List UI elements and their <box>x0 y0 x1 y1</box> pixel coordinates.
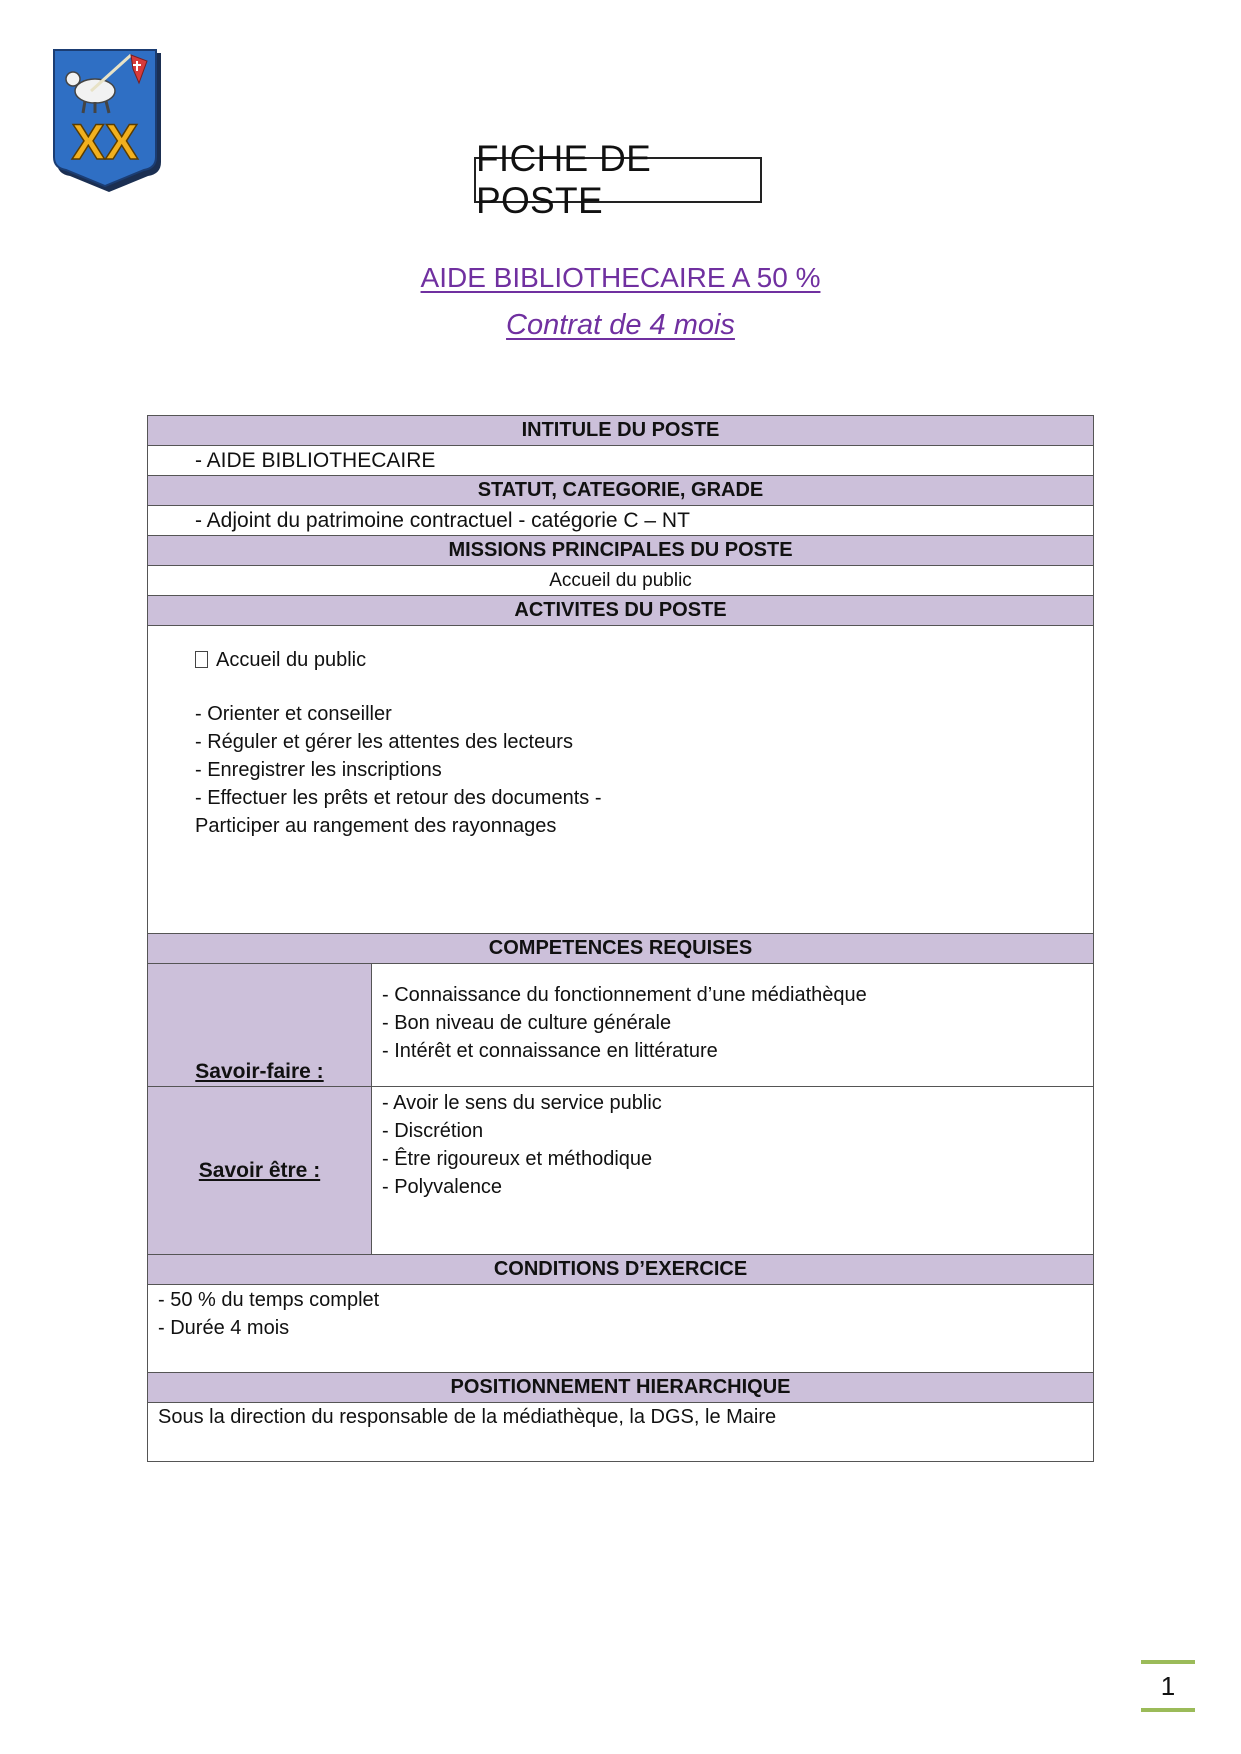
checkbox-bullet-icon <box>195 651 208 668</box>
coat-of-arms-logo <box>51 47 161 193</box>
intitule-header: INTITULE DU POSTE <box>148 416 1094 446</box>
savoir-faire-item: - Connaissance du fonctionnement d’une médiathèque <box>382 984 867 1006</box>
activites-header: ACTIVITES DU POSTE <box>148 596 1094 626</box>
missions-header: MISSIONS PRINCIPALES DU POSTE <box>148 536 1094 566</box>
activities-bullet-label: Accueil du public <box>216 649 367 671</box>
conditions-header: CONDITIONS D’EXERCICE <box>148 1255 1094 1285</box>
savoir-etre-item: - Polyvalence <box>382 1176 503 1198</box>
activities-bullet-item <box>195 646 1093 674</box>
statut-header: STATUT, CATEGORIE, GRADE <box>148 476 1094 506</box>
savoir-etre-list <box>372 1087 1094 1255</box>
savoir-faire-item: - Bon niveau de culture générale <box>382 1012 672 1034</box>
activities-cell <box>148 626 1094 934</box>
savoir-etre-item: - Avoir le sens du service public <box>382 1092 662 1114</box>
page-number <box>1141 1660 1195 1712</box>
intitule-value: - AIDE BIBLIOTHECAIRE <box>148 446 1094 476</box>
page-number-bottom-rule <box>1141 1708 1195 1712</box>
conditions-list <box>148 1285 1094 1373</box>
competences-header: COMPETENCES REQUISES <box>148 934 1094 964</box>
activity-item: Participer au rangement des rayonnages <box>195 815 557 837</box>
savoir-faire-label: Savoir-faire : <box>148 964 372 1087</box>
statut-value: - Adjoint du patrimoine contractuel - catégorie C – NT <box>148 506 1094 536</box>
job-sheet-table <box>147 415 1094 1462</box>
savoir-faire-item: - Intérêt et connaissance en littérature <box>382 1040 718 1062</box>
savoir-faire-list <box>372 964 1094 1087</box>
contract-duration: Contrat de 4 mois <box>506 309 735 341</box>
activity-item: - Réguler et gérer les attentes des lecteurs <box>195 731 573 753</box>
condition-item: - 50 % du temps complet <box>158 1289 380 1311</box>
page-number-top-rule <box>1141 1660 1195 1664</box>
activity-item: - Orienter et conseiller <box>195 703 392 725</box>
crest-xx-text: XX <box>71 114 139 170</box>
condition-item: - Durée 4 mois <box>158 1317 290 1339</box>
savoir-etre-item: - Être rigoureux et méthodique <box>382 1148 653 1170</box>
positionnement-value: Sous la direction du responsable de la médiathèque, la DGS, le Maire <box>148 1403 1094 1462</box>
document-title: FICHE DE POSTE <box>474 157 762 203</box>
activity-item: - Enregistrer les inscriptions <box>195 759 442 781</box>
activity-item: - Effectuer les prêts et retour des documents - <box>195 787 602 809</box>
savoir-etre-item: - Discrétion <box>382 1120 484 1142</box>
page-number-text: 1 <box>1160 1671 1176 1701</box>
post-title: AIDE BIBLIOTHECAIRE A 50 % <box>420 262 821 293</box>
missions-value: Accueil du public <box>148 566 1094 596</box>
savoir-etre-label: Savoir être : <box>148 1087 372 1255</box>
positionnement-header: POSITIONNEMENT HIERARCHIQUE <box>148 1373 1094 1403</box>
